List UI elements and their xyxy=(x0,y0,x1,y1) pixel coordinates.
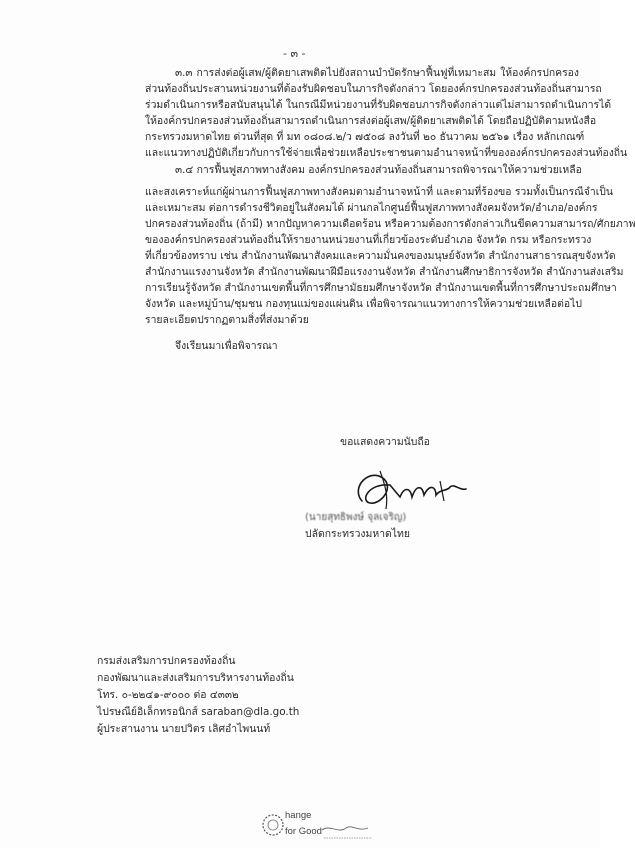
paragraph-34-line: และเหมาะสม ต่อการดำรงชีวิตอยู่ในสังคมได้ ผ่านกลไกศูนย์ฟื้นฟูสภาพทางสังคมจังหวัด/อำเภอ/องค์กร xyxy=(145,202,598,214)
footer-department: กรมส่งเสริมการปกครองท้องถิ่น xyxy=(97,655,236,667)
paragraph-33-line: ส่วนท้องถิ่นประสานหน่วยงานที่ต้องรับผิดชอบในภารกิจดังกล่าว โดยองค์กรปกครองส่วนท้องถิ่นสามารถ xyxy=(145,83,602,95)
request-line: จึงเรียนมาเพื่อพิจารณา xyxy=(175,340,278,352)
footer-phone: โทร. ๐-๒๒๔๑-๙๐๐๐ ต่อ ๔๓๓๒ xyxy=(97,689,239,701)
page-number: - ๓ - xyxy=(283,47,306,60)
paragraph-34-line: สำนักงานแรงงานจังหวัด สำนักงานพัฒนาฝีมือแรงงานจังหวัด สำนักงานศึกษาธิการจังหวัด สำนักงานส่งเสริม xyxy=(145,266,624,278)
small-signature-stamp-icon xyxy=(318,820,378,846)
paragraph-34-line: ๓.๔ การฟื้นฟูสภาพทางสังคม องค์กรปกครองส่วนท้องถิ่นสามารถพิจารณาให้ความช่วยเหลือ xyxy=(175,164,582,176)
paragraph-34-line: รายละเอียดปรากฏตามสิ่งที่ส่งมาด้วย xyxy=(145,314,309,326)
logo-text-line2: for Good xyxy=(285,826,322,837)
paragraph-33-line: ๓.๓ การส่งต่อผู้เสพ/ผู้ติดยาเสพติดไปยังสถานบำบัดรักษาฟื้นฟูที่เหมาะสม ให้องค์กรปกครอง xyxy=(175,67,579,79)
paragraph-34-line: และสงเคราะห์แก่ผู้ผ่านการฟื้นฟูสภาพทางสังคมตามอำนาจหน้าที่ และตามที่ร้องขอ รวมทั้งเป็นกรณีจำเป็น xyxy=(145,186,613,198)
paragraph-33-line: ให้องค์กรปกครองส่วนท้องถิ่นสามารถดำเนินการส่งต่อผู้เสพ/ผู้ติดยาเสพติดได้ โดยถือปฏิบัติตามหนังสือ xyxy=(145,115,597,127)
footer-division: กองพัฒนาและส่งเสริมการบริหารงานท้องถิ่น xyxy=(97,672,294,684)
paragraph-34-line: จังหวัด และหมู่บ้าน/ชุมชน กองทุนแม่ของแผ่นดิน เพื่อพิจารณาแนวทางการให้ความช่วยเหลือต่อไป xyxy=(145,298,582,310)
handwritten-signature-icon xyxy=(340,457,490,517)
paragraph-33-line: และแนวทางปฏิบัติเกี่ยวกับการใช้จ่ายเพื่อช่วยเหลือประชาชนตามอำนาจหน้าที่ขององค์กรปกครองส่วนท้องถิ่น xyxy=(145,147,628,159)
logo-text-line1: hange xyxy=(285,810,312,821)
footer-email: ไปรษณีย์อิเล็กทรอนิกส์ saraban@dla.go.th xyxy=(97,706,300,718)
paragraph-33-line: กระทรวงมหาดไทย ด่วนที่สุด ที่ มท ๐๘๐๘.๒/ว ๗๕๐๘ ลงวันที่ ๒๐ ธันวาคม ๒๕๖๑ เรื่อง หลักเกณฑ์ xyxy=(145,131,585,143)
paragraph-34-line: การเรียนรู้จังหวัด สำนักงานเขตพื้นที่การศึกษามัธยมศึกษาจังหวัด สำนักงานเขตพื้นที่การศึกษาประถมศึกษา xyxy=(145,282,617,294)
paragraph-34-line: ขององค์กรปกครองส่วนท้องถิ่นให้รายงานหน่วยงานที่เกี่ยวข้องระดับอำเภอ จังหวัด กรม หรือกระทรวง xyxy=(145,234,592,246)
signer-title: ปลัดกระทรวงมหาดไทย xyxy=(305,528,410,540)
paragraph-33-line: ร่วมดำเนินการหรือสนับสนุนได้ ในกรณีมีหน่วยงานที่รับผิดชอบภารกิจดังกล่าวแต่ไม่สามารถดำเนินการได้ xyxy=(145,99,612,111)
signer-name: (นายสุทธิพงษ์ จุลเจริญ) xyxy=(305,512,407,523)
footer-coordinator: ผู้ประสานงาน นายปวิตร เลิศอำไพนนท์ xyxy=(97,723,271,735)
paragraph-34-line: ที่เกี่ยวข้องทราบ เช่น สำนักงานพัฒนาสังคมและความมั่นคงของมนุษย์จังหวัด สำนักงานสาธารณสุขจังหวัด xyxy=(145,250,616,262)
paragraph-34-line: ปกครองส่วนท้องถิ่น (ถ้ามี) หากปัญหาความเดือดร้อน หรือความต้องการดังกล่าวเกินขีดความสามารถ/ศักยภาพ xyxy=(145,218,635,230)
closing-salutation: ขอแสดงความนับถือ xyxy=(340,436,430,448)
